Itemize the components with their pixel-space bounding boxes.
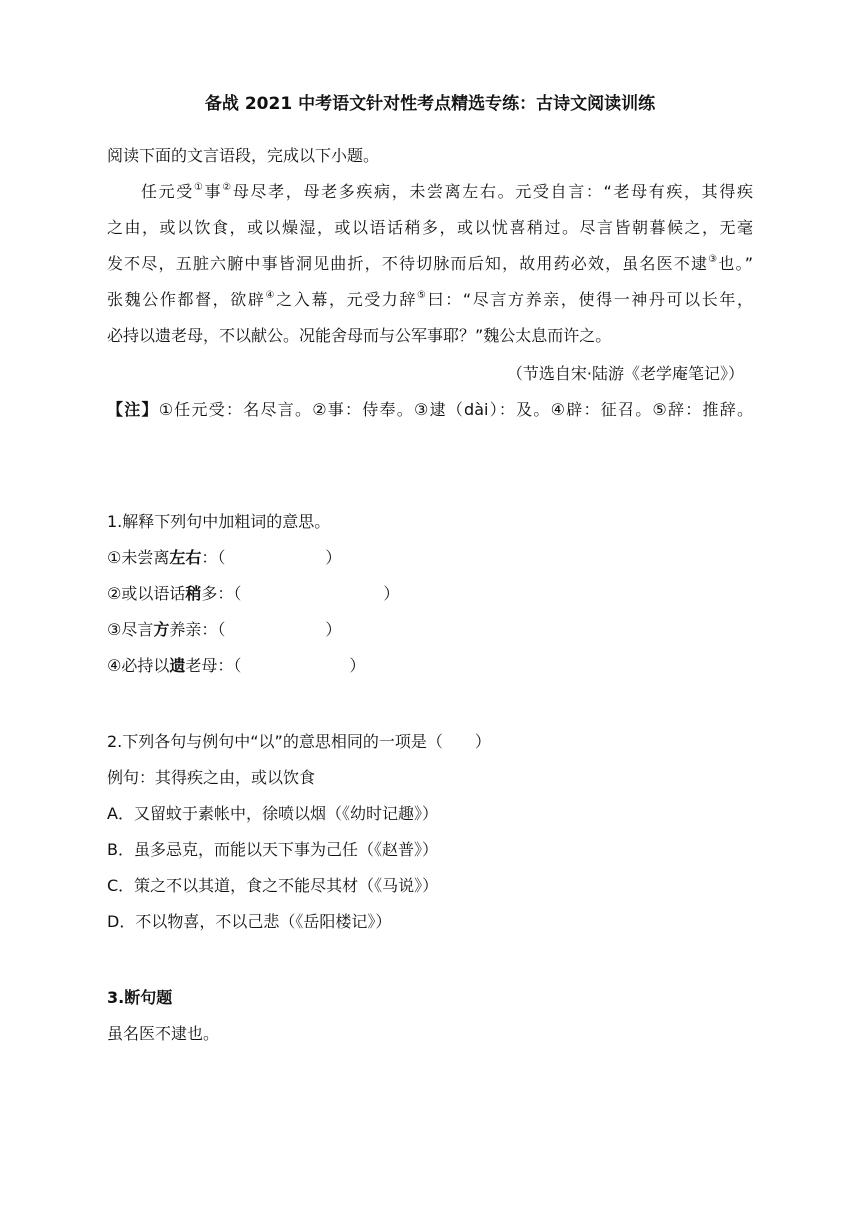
- bold-word: 左右: [169, 548, 202, 567]
- passage-source: （节选自宋·陆游《老学庵笔记》）: [506, 364, 744, 383]
- passage-line-3: 发不尽，五脏六腑中事皆洞见曲折，不待切脉而后知，故用药必效，虽名医不逮③也。”: [107, 254, 754, 273]
- note-label: 【注】: [107, 400, 159, 419]
- note-text: ①任元受：名尽言。②事：侍奉。③逮（dài）：及。④辟：征召。⑤辞：推辞。: [158, 400, 753, 419]
- question-2-example: 例句：其得疾之由，或以饮食: [107, 768, 316, 787]
- instruction-text: 阅读下面的文言语段，完成以下小题。: [107, 146, 380, 165]
- option-b[interactable]: B．虽多忌克，而能以天下事为己任（《赵普》）: [107, 840, 438, 859]
- option-c[interactable]: C．策之不以其道，食之不能尽其材（《马说》）: [107, 876, 439, 895]
- footnote-marker-3: ③: [708, 254, 719, 265]
- passage-line-2: 之由，或以饮食，或以燥湿，或以语话稍多，或以忧喜稍过。尽言皆朝暮候之，无毫: [107, 218, 753, 237]
- bold-word: 遗: [169, 656, 186, 675]
- footnote-marker-5: ⑤: [417, 290, 428, 301]
- bold-word: 稍: [185, 584, 202, 603]
- footnote-marker-1: ①: [193, 182, 205, 193]
- annotation-note: [107, 398, 753, 422]
- passage-line-5: 必持以遗老母，不以献公。况能舍母而与公军事耶？”魏公太息而许之。: [107, 326, 612, 345]
- passage-line-4: 张魏公作都督，欲辟④之入幕，元受力辞⑤曰：“尽言方养亲，使得一神丹可以长年，: [107, 290, 753, 309]
- option-d[interactable]: D．不以物喜，不以己悲（《岳阳楼记》）: [107, 912, 392, 931]
- bold-word: 方: [153, 620, 170, 639]
- document-title: 备战 2021 中考语文针对性考点精选专练：古诗文阅读训练: [204, 94, 656, 114]
- option-a[interactable]: A．又留蚊于素帐中，徐喷以烟（《幼时记趣》）: [107, 804, 438, 823]
- question-1-stem: 1.解释下列句中加粗词的意思。: [107, 512, 331, 531]
- footnote-marker-2: ②: [222, 182, 233, 193]
- question-1-item-3: ③尽言方养亲：（ ）: [107, 620, 342, 639]
- footnote-marker-4: ④: [265, 290, 277, 301]
- question-1-item-4: ④必持以遗老母：（ ）: [107, 656, 366, 675]
- question-3-stem: 3.断句题: [107, 988, 173, 1007]
- question-3-sentence: 虽名医不逮也。: [107, 1024, 220, 1043]
- question-2-stem: 2.下列各句与例句中“以”的意思相同的一项是（ ）: [107, 732, 491, 751]
- question-1-item-1: ①未尝离左右：（ ）: [107, 548, 342, 567]
- passage-line-1: 任元受①事②母尽孝，母老多疾病，未尝离左右。元受自言：“老母有疾，其得疾: [141, 182, 753, 201]
- question-1-item-2: ②或以语话稍多：（ ）: [107, 584, 400, 603]
